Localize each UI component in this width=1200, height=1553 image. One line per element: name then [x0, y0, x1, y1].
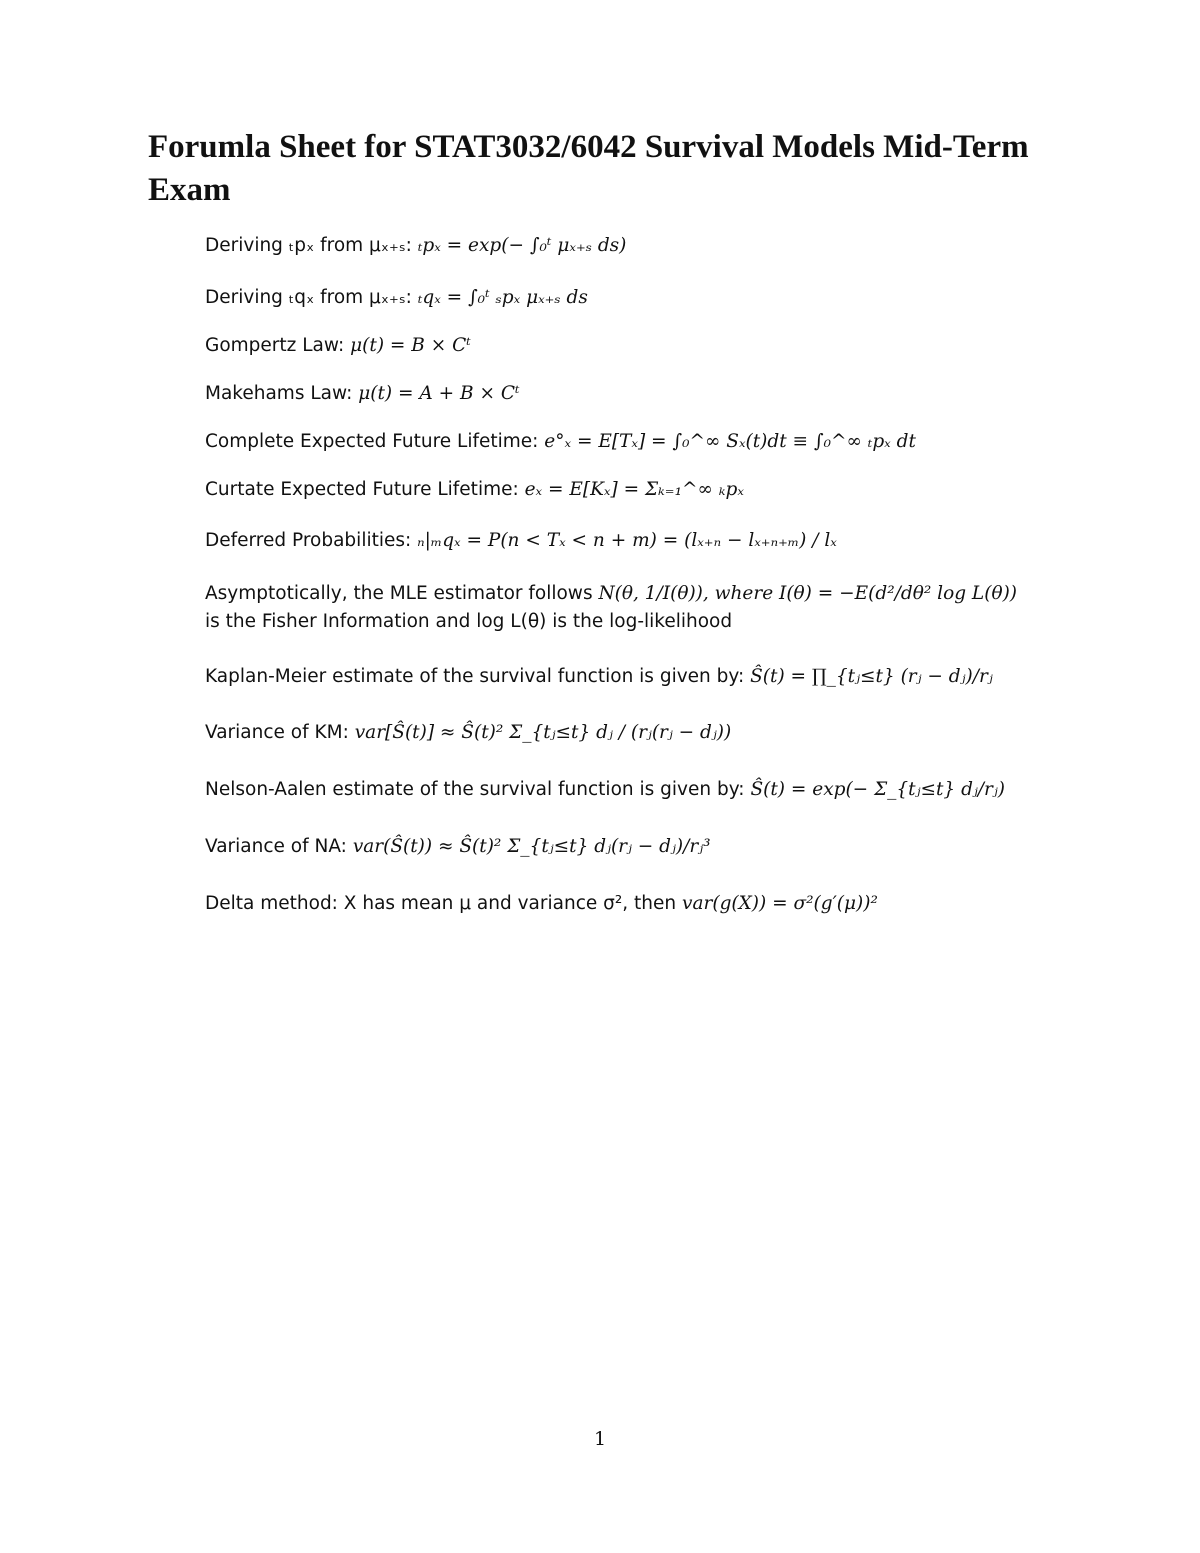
formula-label: Curtate Expected Future Lifetime:: [205, 479, 519, 500]
formula-expression: Ŝ(t) = ∏_{tⱼ≤t} (rⱼ − dⱼ)/rⱼ: [750, 666, 993, 687]
formula-label: Nelson-Aalen estimate of the survival function is given by:: [205, 779, 745, 800]
formula-label: Deferred Probabilities:: [205, 530, 412, 551]
page-number: 1: [593, 1428, 607, 1450]
formula-item: [205, 580, 1017, 636]
formula-label: Delta method: X has mean μ and variance σ², then: [205, 893, 677, 914]
formula-label: Gompertz Law:: [205, 335, 345, 356]
formula-expression: eₓ = E[Kₓ] = Σₖ₌₁^∞ ₖpₓ: [524, 479, 744, 500]
formula-item: [205, 428, 916, 456]
formula-item: [205, 332, 471, 360]
formula-expression: μ(t) = B × Cᵗ: [350, 335, 471, 356]
formula-expression: N(θ, 1/I(θ)), where I(θ) = −E(d²/dθ² log L(θ)): [598, 583, 1018, 604]
formula-label: Deriving ₜqₓ from μₓ₊ₛ:: [205, 287, 412, 308]
formula-label: Variance of KM:: [205, 722, 349, 743]
document-title: Forumla Sheet for STAT3032/6042 Survival Models Mid-Term Exam: [148, 129, 1029, 208]
formula-label: Complete Expected Future Lifetime:: [205, 431, 539, 452]
formula-item: [205, 380, 520, 408]
formula-item: [205, 890, 878, 918]
formula-expression: ₙ|ₘqₓ = P(n < Tₓ < n + m) = (lₓ₊ₙ − lₓ₊ₙ₊ₘ) / lₓ: [417, 530, 837, 551]
formula-label: Makehams Law:: [205, 383, 353, 404]
formula-label: Deriving ₜpₓ from μₓ₊ₛ:: [205, 235, 412, 256]
formula-expression: var(g(X)) = σ²(g′(μ))²: [682, 893, 878, 914]
formula-expression: ₜqₓ = ∫₀ᵗ ₛpₓ μₓ₊ₛ ds: [417, 287, 588, 308]
formula-item: [205, 284, 588, 312]
formula-item: [205, 527, 837, 555]
formula-item: [205, 719, 731, 747]
formula-item: [205, 232, 626, 260]
formula-item: [205, 833, 711, 861]
formula-item: [205, 663, 993, 691]
formula-expression: Ŝ(t) = exp(− Σ_{tⱼ≤t} dⱼ/rⱼ): [750, 779, 1005, 800]
formula-expression: var(Ŝ(t)) ≈ Ŝ(t)² Σ_{tⱼ≤t} dⱼ(rⱼ − dⱼ)/rⱼ³: [352, 836, 711, 857]
formula-continuation: is the Fisher Information and log L(θ) is the log-likelihood: [205, 611, 733, 632]
formula-expression: ₜpₓ = exp(− ∫₀ᵗ μₓ₊ₛ ds): [417, 235, 627, 256]
formula-expression: μ(t) = A + B × Cᵗ: [358, 383, 520, 404]
formula-label: Kaplan-Meier estimate of the survival function is given by:: [205, 666, 745, 687]
formula-label: Asymptotically, the MLE estimator follows: [205, 583, 593, 604]
formula-item: [205, 776, 1005, 804]
formula-item: [205, 476, 744, 504]
formula-label: Variance of NA:: [205, 836, 347, 857]
formula-expression: var[Ŝ(t)] ≈ Ŝ(t)² Σ_{tⱼ≤t} dⱼ / (rⱼ(rⱼ − dⱼ)): [354, 722, 732, 743]
formula-expression: e°ₓ = E[Tₓ] = ∫₀^∞ Sₓ(t)dt ≡ ∫₀^∞ ₜpₓ dt: [544, 431, 916, 452]
